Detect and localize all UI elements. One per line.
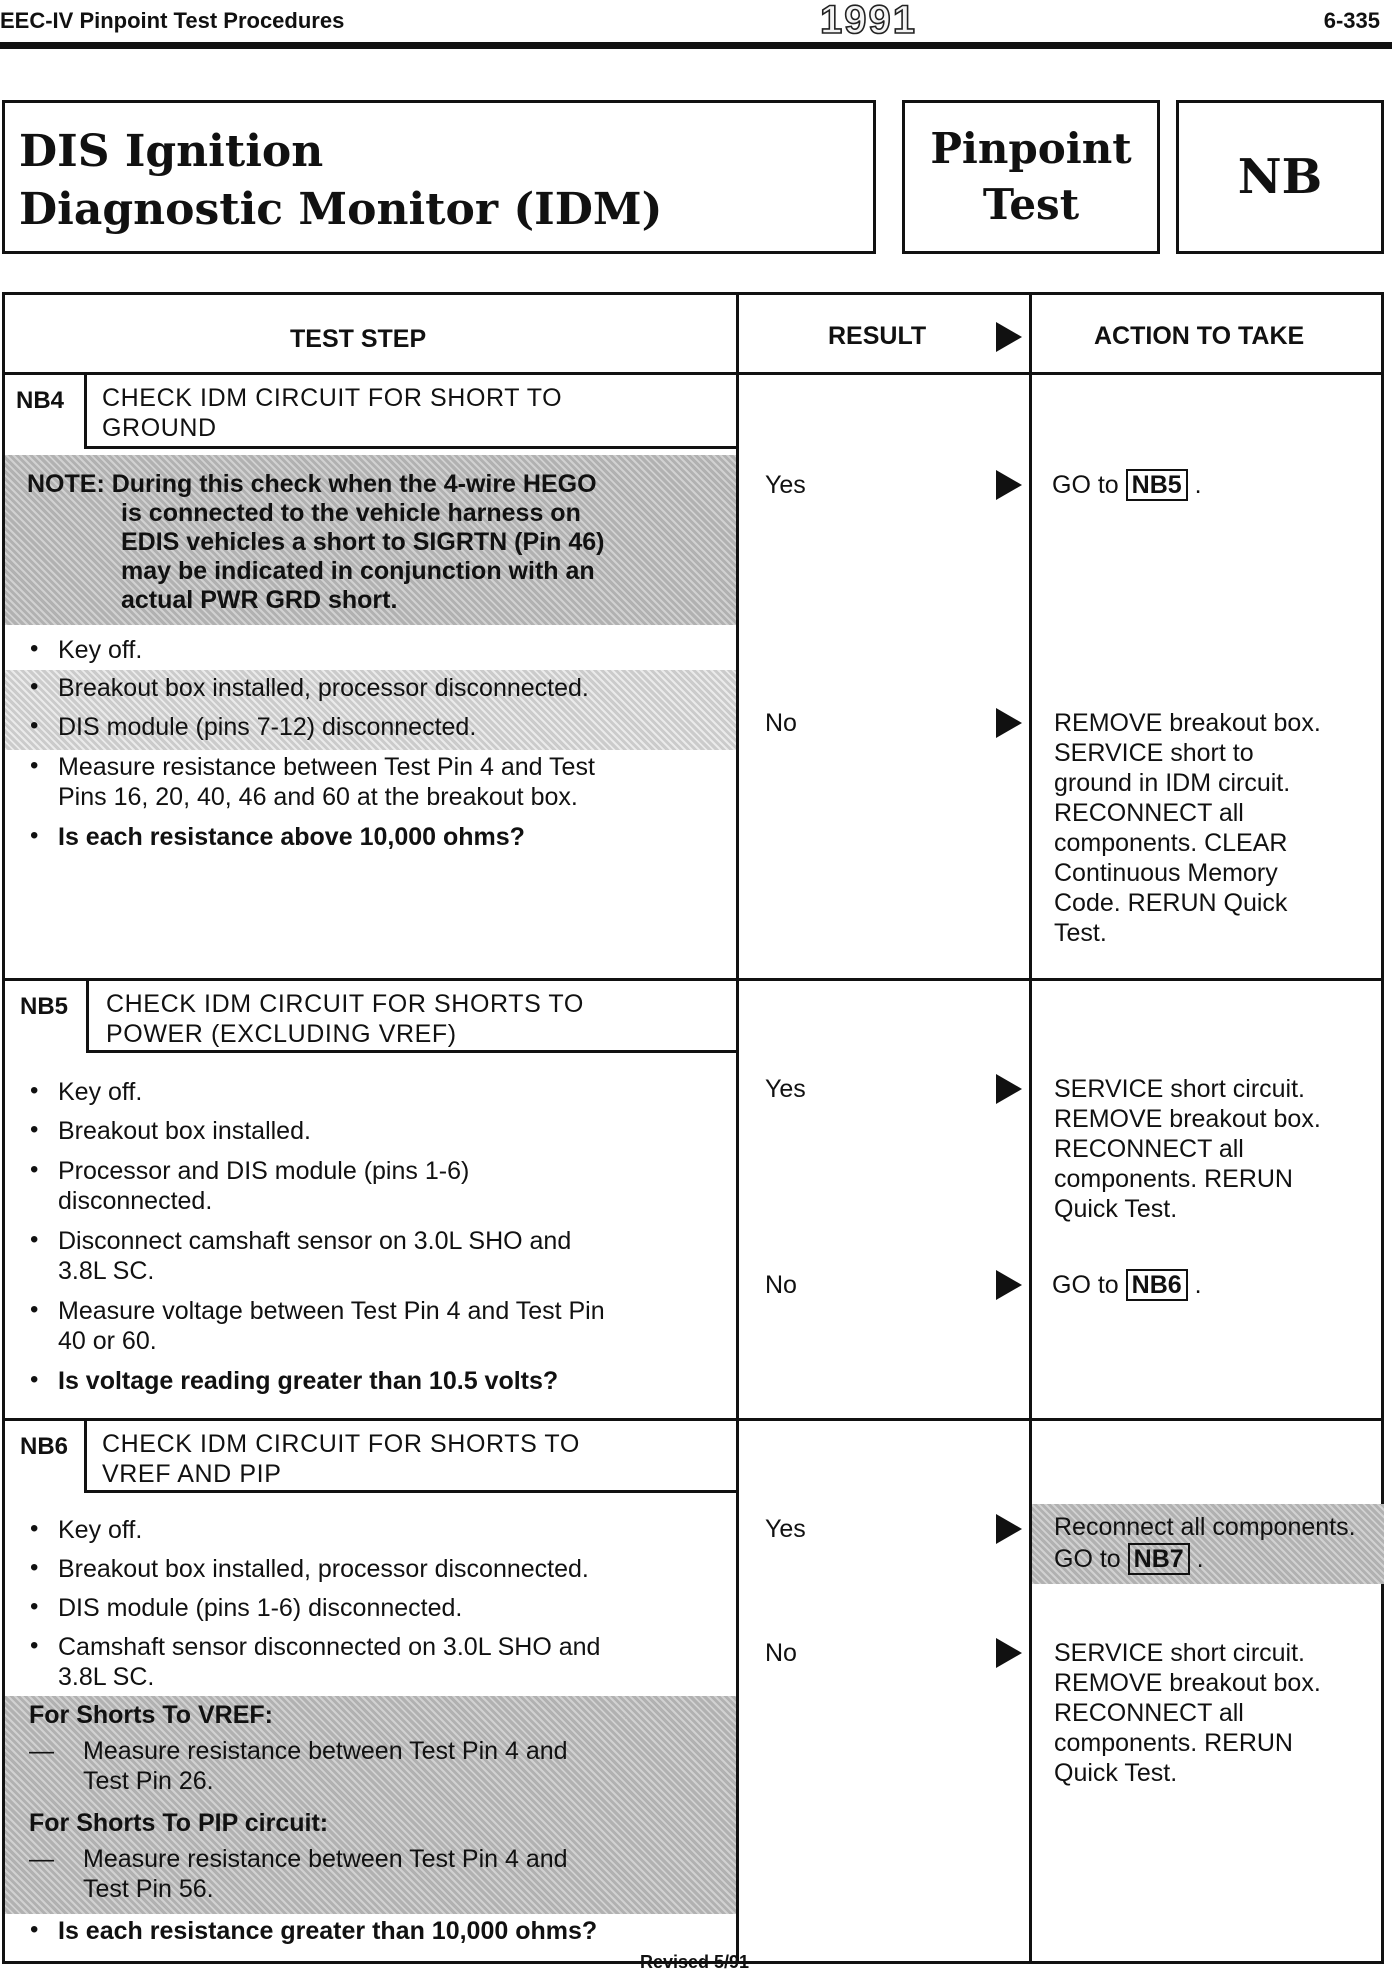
step-code: NB6 bbox=[20, 1433, 69, 1460]
pip-measure-line-2: Test Pin 56. bbox=[83, 1875, 214, 1903]
action-reconnect: Reconnect all components. bbox=[1054, 1513, 1356, 1541]
step-nb6-header bbox=[2, 1421, 736, 1491]
column-header-action: ACTION TO TAKE bbox=[1094, 322, 1305, 350]
pinpoint-label: Pinpoint bbox=[930, 124, 1132, 173]
bullet-processor-line-1: Processor and DIS module (pins 1-6) bbox=[58, 1157, 470, 1185]
step-code-divider bbox=[84, 1421, 87, 1491]
result-no: No bbox=[765, 1271, 797, 1299]
page-number: 6-335 bbox=[1323, 8, 1380, 33]
step-title-underline bbox=[86, 1050, 736, 1053]
dash-glyph: — bbox=[29, 1737, 54, 1765]
column-header-result: RESULT bbox=[828, 322, 927, 350]
step-title-underline bbox=[84, 446, 736, 449]
action-yes-text: SERVICE short circuit. REMOVE breakout box. RECONNECT all components. RERUN Quick Test. bbox=[1054, 1075, 1321, 1223]
pip-heading: For Shorts To PIP circuit: bbox=[29, 1809, 329, 1837]
column-header-test-step: TEST STEP bbox=[290, 325, 427, 353]
step-title-line-2: GROUND bbox=[102, 414, 217, 442]
result-arrow-icon bbox=[996, 1074, 1022, 1104]
bullet-breakout-box: Breakout box installed, processor disconnected. bbox=[58, 674, 589, 702]
bullet-key-off: Key off. bbox=[58, 636, 143, 664]
revision-footer: Revised 5/91 bbox=[640, 1952, 750, 1972]
nb6-shaded-block bbox=[5, 1696, 736, 1914]
note-line: EDIS vehicles a short to SIGRTN (Pin 46) bbox=[121, 528, 605, 556]
bullet-breakout-box: Breakout box installed, processor disconnected. bbox=[58, 1555, 589, 1583]
bullet-question: Is each resistance greater than 10,000 ohms? bbox=[58, 1917, 598, 1945]
pip-measure-line-1: Measure resistance between Test Pin 4 and bbox=[83, 1845, 568, 1873]
dash-glyph: — bbox=[29, 1845, 54, 1873]
bullet-measure-line-1: Measure voltage between Test Pin 4 and Test Pin bbox=[58, 1297, 605, 1325]
action-no-text: SERVICE short circuit. REMOVE breakout box. RECONNECT all components. RERUN Quick Test. bbox=[1054, 1639, 1321, 1787]
result-arrow-icon bbox=[996, 1514, 1022, 1544]
bullet-question: Is each resistance above 10,000 ohms? bbox=[58, 823, 525, 851]
bullet-processor-line-2: disconnected. bbox=[58, 1187, 213, 1215]
note-line: is connected to the vehicle harness on bbox=[121, 499, 581, 527]
vref-heading: For Shorts To VREF: bbox=[29, 1701, 273, 1729]
result-arrow-icon bbox=[996, 1638, 1022, 1668]
column-divider-action bbox=[1029, 292, 1032, 1964]
step-title-line-1: CHECK IDM CIRCUIT FOR SHORT TO bbox=[102, 384, 563, 412]
year-label: 1991 bbox=[820, 0, 917, 42]
bullet-camshaft-line-2: 3.8L SC. bbox=[58, 1663, 155, 1691]
bullet-camshaft-line-1: Disconnect camshaft sensor on 3.0L SHO and bbox=[58, 1227, 572, 1255]
bullet-camshaft-line-2: 3.8L SC. bbox=[58, 1257, 155, 1285]
test-label: Test bbox=[982, 180, 1080, 229]
note-line: NOTE: During this check when the 4-wire HEGO bbox=[27, 470, 597, 498]
step-title-line-2: POWER (EXCLUDING VREF) bbox=[106, 1020, 457, 1048]
step-nb4-header bbox=[2, 375, 736, 447]
step-code: NB5 bbox=[20, 993, 69, 1020]
result-yes: Yes bbox=[765, 1515, 806, 1543]
result-yes: Yes bbox=[765, 471, 806, 499]
bullet-measure-line-1: Measure resistance between Test Pin 4 and Test bbox=[58, 753, 595, 781]
header-rule bbox=[0, 42, 1392, 49]
title-line-1: DIS Ignition bbox=[19, 126, 324, 177]
step-title-line-1: CHECK IDM CIRCUIT FOR SHORTS TO bbox=[106, 990, 584, 1018]
test-code-box: NB bbox=[1176, 100, 1384, 254]
bullet-measure-line-2: 40 or 60. bbox=[58, 1327, 157, 1355]
title-box bbox=[2, 100, 876, 254]
nb4-note-block bbox=[5, 455, 736, 625]
vref-measure-line-1: Measure resistance between Test Pin 4 and bbox=[83, 1737, 568, 1765]
bullet-camshaft-line-1: Camshaft sensor disconnected on 3.0L SHO and bbox=[58, 1633, 601, 1661]
action-go-to: GO to NB6 . bbox=[1052, 1271, 1202, 1299]
step-title-line-2: VREF AND PIP bbox=[102, 1460, 282, 1488]
result-no: No bbox=[765, 1639, 797, 1667]
note-line: may be indicated in conjunction with an bbox=[121, 557, 595, 585]
step-title-underline bbox=[84, 1490, 736, 1493]
bullet-key-off: Key off. bbox=[58, 1516, 143, 1544]
step-nb5-header bbox=[2, 981, 736, 1051]
action-no-text: REMOVE breakout box. SERVICE short to ground in IDM circuit. RECONNECT all components. CLEAR Continuous Memory Code. RERUN Quick Test. bbox=[1054, 709, 1321, 947]
step-ref-nb6[interactable]: NB6 bbox=[1126, 1269, 1188, 1301]
result-arrow-icon bbox=[996, 470, 1022, 500]
bullet-measure-line-2: Pins 16, 20, 40, 46 and 60 at the breakout box. bbox=[58, 783, 578, 811]
document-header: EEC-IV Pinpoint Test Procedures bbox=[0, 8, 345, 33]
pinpoint-test-box bbox=[902, 100, 1160, 254]
bullet-key-off: Key off. bbox=[58, 1078, 143, 1106]
column-divider-result bbox=[736, 292, 739, 1964]
result-arrow-icon bbox=[996, 708, 1022, 738]
vref-measure-line-2: Test Pin 26. bbox=[83, 1767, 214, 1795]
step-code-divider bbox=[84, 375, 87, 447]
title-line-2: Diagnostic Monitor (IDM) bbox=[19, 184, 663, 235]
action-go-to: GO to NB7 . bbox=[1054, 1545, 1204, 1573]
step-title-line-1: CHECK IDM CIRCUIT FOR SHORTS TO bbox=[102, 1430, 580, 1458]
bullet-breakout-box: Breakout box installed. bbox=[58, 1117, 311, 1145]
bullet-question: Is voltage reading greater than 10.5 volts? bbox=[58, 1367, 559, 1395]
step-code: NB4 bbox=[16, 387, 65, 414]
nb6-yes-action-block bbox=[1032, 1504, 1384, 1584]
result-no: No bbox=[765, 709, 797, 737]
step-ref-nb7[interactable]: NB7 bbox=[1128, 1543, 1190, 1575]
action-go-to: GO to NB5 . bbox=[1052, 471, 1202, 499]
note-line: actual PWR GRD short. bbox=[121, 586, 398, 614]
result-arrow-icon bbox=[996, 322, 1022, 352]
step-code-divider bbox=[86, 981, 89, 1051]
bullet-dis-module: DIS module (pins 7-12) disconnected. bbox=[58, 713, 477, 741]
step-ref-nb5[interactable]: NB5 bbox=[1126, 469, 1188, 501]
result-arrow-icon bbox=[996, 1270, 1022, 1300]
result-yes: Yes bbox=[765, 1075, 806, 1103]
bullet-dis-module: DIS module (pins 1-6) disconnected. bbox=[58, 1594, 463, 1622]
